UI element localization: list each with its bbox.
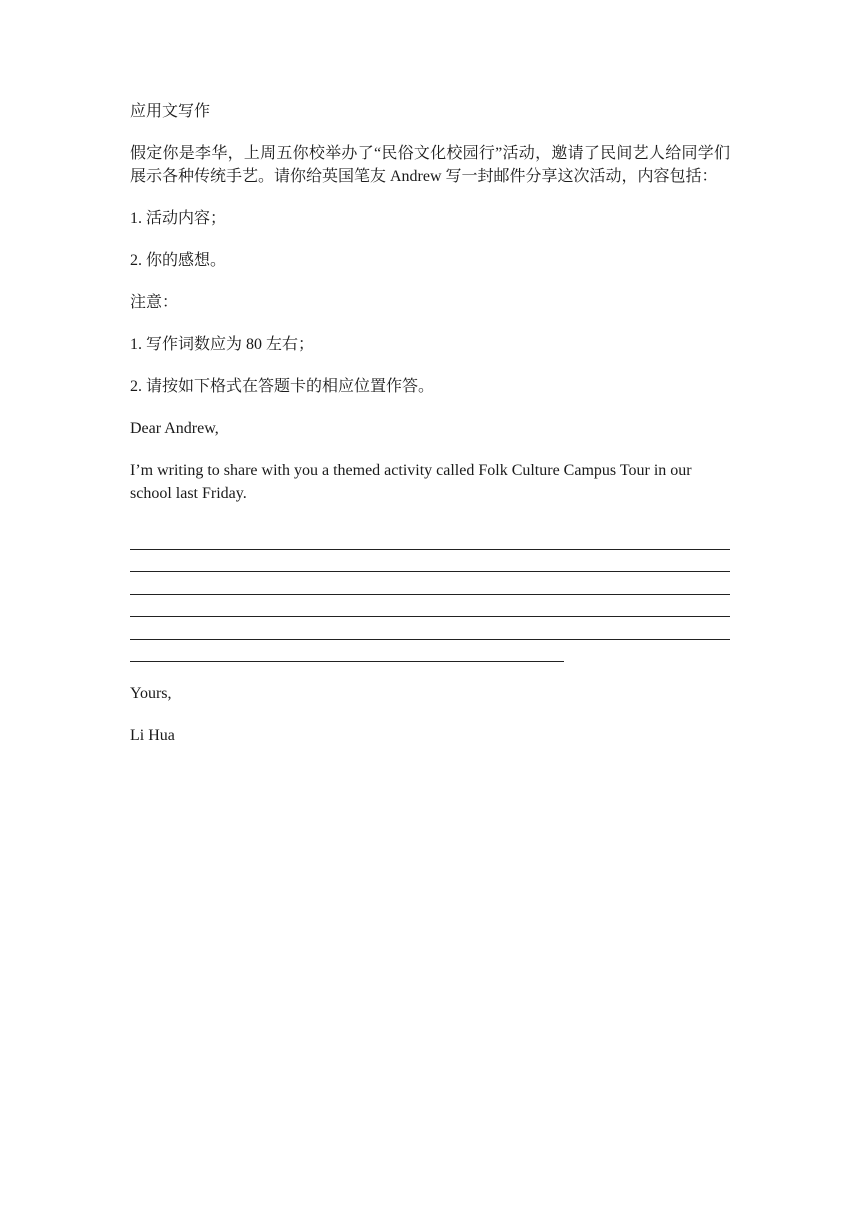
letter-signature: Li Hua xyxy=(130,727,175,744)
letter-closing: Yours, xyxy=(130,685,172,702)
letter-opening: I’m writing to share with you a themed activity called Folk Culture Campus Tour in our school last Friday. xyxy=(130,462,692,502)
answer-line[interactable] xyxy=(130,617,730,640)
note-item: 1. 写作词数应为 80 左右； xyxy=(130,336,315,353)
answer-line[interactable] xyxy=(130,595,730,618)
note-item: 2. 请按如下格式在答题卡的相应位置作答。 xyxy=(130,378,435,395)
content-point: 2. 你的感想。 xyxy=(130,252,227,269)
document-page xyxy=(130,100,730,766)
section-title: 应用文写作 xyxy=(130,103,211,120)
answer-line[interactable] xyxy=(130,527,730,550)
notes-label: 注意： xyxy=(130,294,179,311)
letter-greeting: Dear Andrew, xyxy=(130,420,219,437)
answer-line[interactable] xyxy=(130,640,564,663)
writing-prompt: 假定你是李华，上周五你校举办了“民俗文化校园行”活动，邀请了民间艺人给同学们展示各种传统手艺。请你给英国笔友 Andrew 写一封邮件分享这次活动，内容包括： xyxy=(130,145,730,185)
answer-area[interactable] xyxy=(130,527,730,662)
answer-line[interactable] xyxy=(130,550,730,573)
answer-line[interactable] xyxy=(130,572,730,595)
content-point: 1. 活动内容； xyxy=(130,210,227,227)
